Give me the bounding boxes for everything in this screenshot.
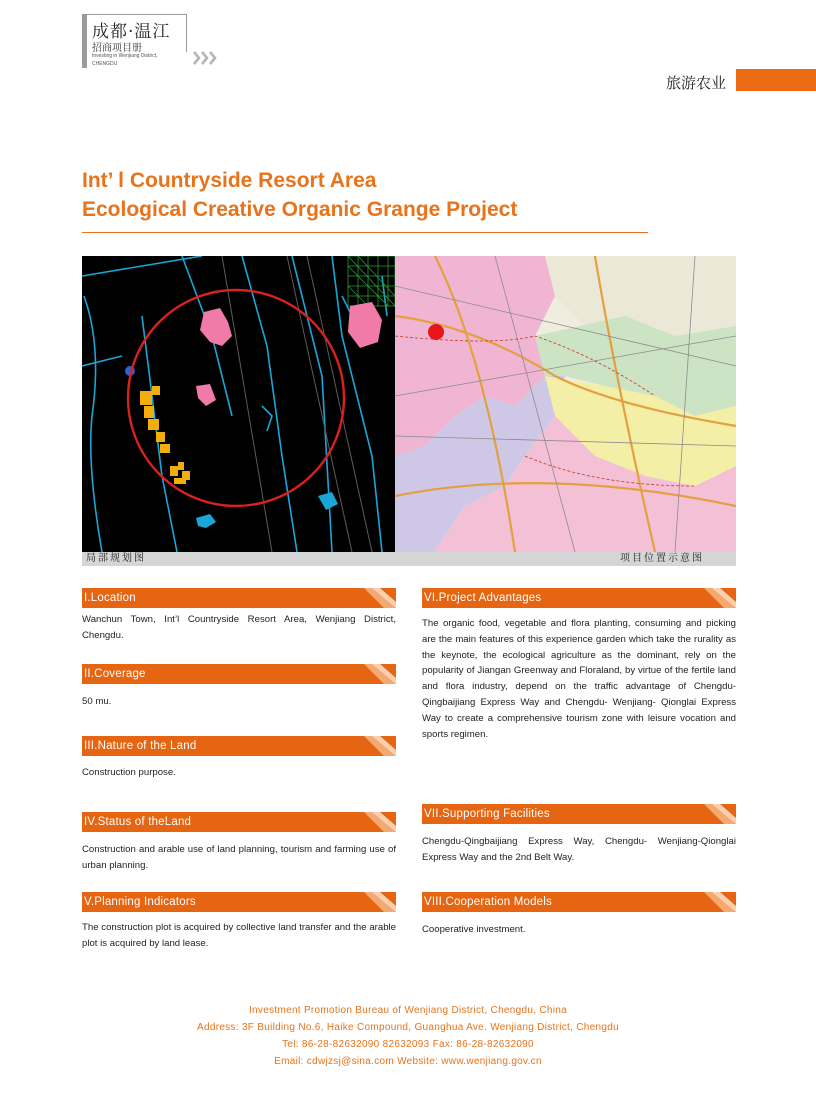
location-map-drawing	[395, 256, 736, 552]
section-planning-title: V.Planning Indicators	[84, 896, 196, 908]
section-facilities-header	[422, 804, 736, 824]
footer-address: Address: 3F Building No.6, Haike Compound, Guanghua Ave. Wenjiang District, Chengdu	[197, 1022, 619, 1033]
section-advantages-body: The organic food, vegetable and flora planting, consuming and picking are the main features of this experience garden which take the rurality as the keynote, the ecological agriculture as the dominant, rely on the popularity of Jiangan Greenway and Floraland, by virtue of the fertile land and flora industry, depend on the traffic advantage of Chengdu- Qingbaijiang Express Way and Chengdu- Wenjiang- Qionglai Express Way to create a comprehensive tourism zone with leisure vocation and sports regimen.	[422, 618, 736, 740]
header-stripe-decoration	[350, 664, 396, 684]
local-plan-map	[82, 256, 395, 552]
header-stripe-decoration	[690, 588, 736, 608]
section-planning-body: The construction plot is acquired by collective land transfer and the arable plot is acquired by land lease.	[82, 922, 396, 949]
location-map-caption: 项目位置示意图	[620, 553, 704, 564]
section-cooperation-header	[422, 892, 736, 912]
header-stripe-decoration	[350, 736, 396, 756]
location-map	[395, 256, 736, 552]
footer-contact: Email: cdwjzsj@sina.com Website: www.wenjiang.gov.cn	[274, 1056, 542, 1067]
logo-english-line2: CHENGDU	[92, 61, 118, 67]
local-plan-drawing	[82, 256, 395, 552]
section-status-title: IV.Status of theLand	[84, 816, 192, 828]
logo-title: 成都·温江	[92, 22, 171, 42]
footer-organization: Investment Promotion Bureau of Wenjiang District, Chengdu, China	[248, 1005, 568, 1016]
contact-footer	[0, 1002, 816, 1070]
header-stripe-decoration	[690, 804, 736, 824]
section-nature-title: III.Nature of the Land	[84, 740, 197, 752]
title-line-2: Ecological Creative Organic Grange Project	[82, 198, 518, 221]
section-advantages-title: VI.Project Advantages	[424, 592, 542, 604]
section-facilities-title: VII.Supporting Facilities	[424, 808, 550, 820]
logo-english	[92, 52, 158, 68]
section-location-header	[82, 588, 396, 608]
section-location-body: Wanchun Town, Int’l Countryside Resort Area, Wenjiang District, Chengdu.	[82, 614, 396, 641]
section-nature-body: Construction purpose.	[82, 767, 176, 778]
section-cooperation-title: VIII.Cooperation Models	[424, 896, 552, 908]
section-advantages-header	[422, 588, 736, 608]
category-label: 旅游农业	[666, 74, 727, 92]
header-stripe-decoration	[350, 588, 396, 608]
header-stripe-decoration	[690, 892, 736, 912]
local-plan-caption: 局部规划图	[86, 553, 146, 564]
chevrons-icon	[192, 50, 218, 66]
footer-phone: Tel: 86-28-82632090 82632093 Fax: 86-28-82632090	[282, 1039, 534, 1050]
header-stripe-decoration	[350, 892, 396, 912]
section-status-body: Construction and arable use of land planning, tourism and farming use of urban planning.	[82, 844, 396, 871]
section-coverage-body: 50 mu.	[82, 696, 112, 707]
section-planning-header	[82, 892, 396, 912]
section-status-header	[82, 812, 396, 832]
title-divider	[82, 232, 648, 233]
section-cooperation-body: Cooperative investment.	[422, 924, 526, 935]
section-coverage-title: II.Coverage	[84, 668, 146, 680]
section-location-title: I.Location	[84, 592, 136, 604]
section-facilities-body: Chengdu-Qingbaijiang Express Way, Chengdu- Wenjiang-Qionglai Express Way and the 2nd Belt Way.	[422, 836, 736, 863]
map-caption-bar	[82, 552, 736, 566]
category-bar	[736, 69, 816, 91]
logo-english-line1: Investing in Wenjiang District,	[92, 53, 158, 59]
title-line-1: Int’ l Countryside Resort Area	[82, 169, 377, 192]
page-title	[82, 166, 517, 224]
section-nature-header	[82, 736, 396, 756]
logo-subtitle: 招商项目册	[92, 43, 142, 54]
section-coverage-header	[82, 664, 396, 684]
header-stripe-decoration	[350, 812, 396, 832]
brand-logo	[82, 14, 192, 72]
